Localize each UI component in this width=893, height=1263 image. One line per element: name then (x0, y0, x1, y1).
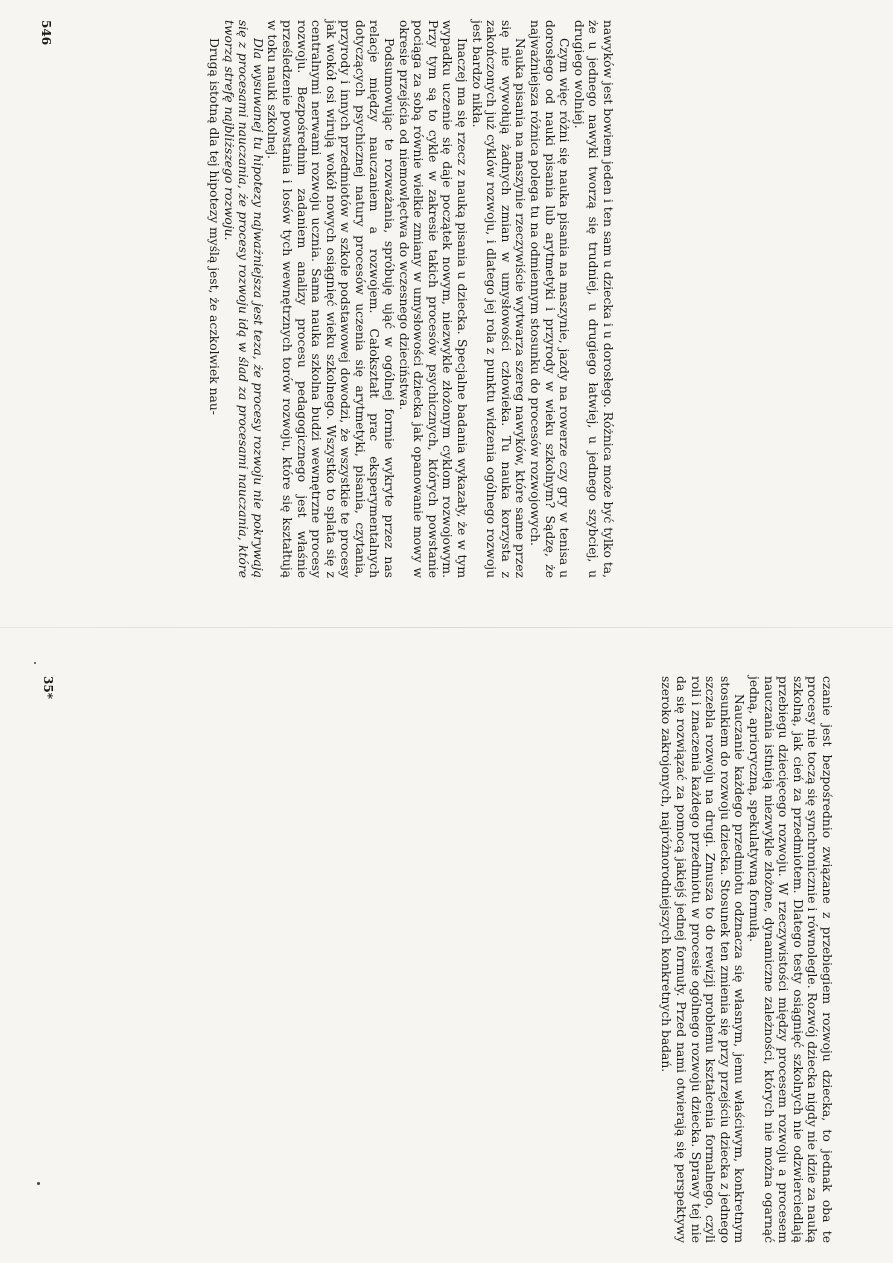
paragraph: Nauka pisania na maszynie rzeczywiście wytwarza szereg nawyków, które same przez się nie wywołują żadnych zmian w umysłowości człowieka. Tu nauka korzysta z zakończonych już cyklów rozwoju, i dlatego jej rola z punktu widzenia ogólnego rozwoju jest bardzo nikła. (469, 20, 528, 578)
paragraph: Inaczej ma się rzecz z nauką pisania u dziecka. Specjalne badania wykazały, że w tym wypadku uczenie się daje początek nowym, niezwykle złożonym cyklom rozwojowym. Przy tym są to cykle w zakresie takich procesów psychicznych, których powstanie pociąga za sobą równie wielkie zmiany w umysłowości dziecka jak opanowanie mowy w okresie przejścia od niemowlęctwa do wczesnego dzieciństwa. (396, 20, 470, 578)
paragraph: Drugą istotną dla tej hipotezy myślą jest, że aczkolwiek nau- (206, 38, 221, 415)
page-number: 35* (41, 676, 55, 699)
paragraph: czanie jest bezpośrednio związane z przebiegiem rozwoju dziecka, to jednak oba te procesy nie toczą się synchronicznie i równolegle. Rozwój dziecka nigdy nie idzie za nauką szkolną, jak cień za przedmiotem. Dlatego testy osiągnięć szkolnych nie odzwierciedlają przebiegu dziecięcego rozwoju. W rzeczywistości między procesem rozwoju a procesem nauczania istnieją niezwykle złożone, dynamiczne zależności, których nie można ogarnąć jedną, aprioryczną, spekulatywną formułą. (747, 676, 834, 1244)
scan-speck (34, 662, 36, 664)
paragraph: Nauczanie każdego przedmiotu odznacza się własnym, jemu właściwym, konkretnym stosunkiem do rozwoju dziecka. Stosunek ten zmienia się przy przejściu dziecka z jednego szczebla rozwoju na drugi. Zmusza to do rewizji problemu kształcenia formalnego, czyli roli i znaczenia każdego przedmiotu w procesie ogólnego rozwoju dziecka. Sprawy tej nie da się rozwiązać za pomocą jakiejś jednej formuły. Przed nami otwierają się perspektywy szeroko zakrojonych, najróżnorodniejszych konkretnych badań. (659, 676, 747, 1243)
paragraph: Czym więc różni się nauka pisania na maszynie, jazdy na rowerze czy gry w tenisa u dorosłego od nauki pisania lub arytmetyki i przyrody w wieku szkolnym? Sądzę, że najważniejsza różnica polega tu na odmiennym stosunku do procesów rozwojowych. (528, 20, 572, 578)
left-text-column (206, 20, 615, 578)
page-number: 546 (39, 20, 53, 46)
page-fold (0, 627, 893, 628)
right-text-column (659, 676, 834, 1243)
scan-speck (37, 1182, 40, 1185)
emphasized-paragraph: Dla wysuwanej tu hipotezy najważniejsza jest teza, że procesy rozwoju nie pokrywają się z procesami nauczania, że procesy rozwoju idą w ślad za procesami nauczania, które tworzą strefę najbliższego rozwoju. (221, 20, 265, 578)
paragraph: Podsumowując te rozważania, spróbuję ująć w ogólnej formie wykryte przez nas relacje między nauczaniem a rozwojem. Całokształt prac eksperymentalnych dotyczących psychicznej natury procesów uczenia się arytmetyki, pisania, czytania, przyrody i innych przedmiotów w szkole podstawowej dowodzi, że wszystkie te procesy jak wokół osi wirują wokół nowych osiągnięć wieku szkolnego. Wszystko to splata się z centralnymi nerwami rozwoju ucznia. Sama nauka szkolna budzi wewnętrzne procesy rozwoju. Bezpośrednim zadaniem analizy procesu pedagogicznego jest właśnie prześledzenie powstania i losów tych wewnętrznych torów rozwoju, które się kształtują w toku nauki szkolnej. (265, 20, 397, 578)
right-page (0, 640, 893, 1260)
left-page (0, 0, 893, 620)
paragraph: nawyków jest bowiem jeden i ten sam u dziecka i u dorosłego. Różnica może być tylko ta, że u jednego nawyki tworzą się trudniej, u drugiego łatwiej, u jednego szybciej, u drugiego wolniej. (571, 20, 615, 578)
